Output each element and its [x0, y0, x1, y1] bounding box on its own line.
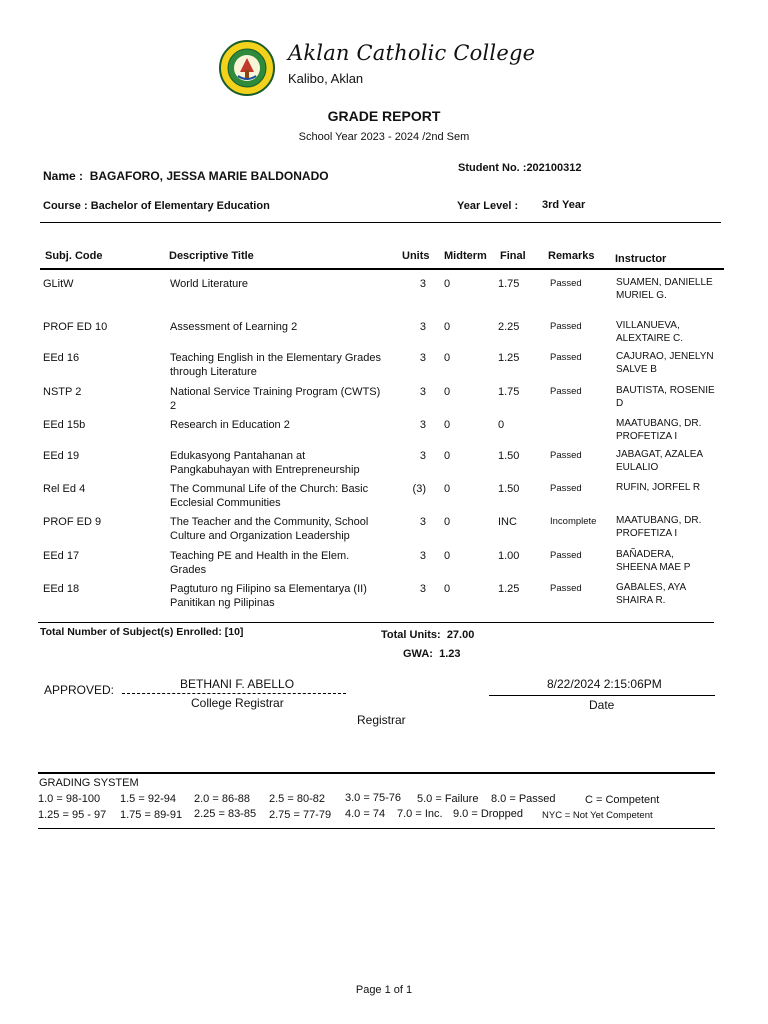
grading-top-rule [38, 772, 715, 774]
final: INC [498, 516, 517, 528]
header-underline [40, 268, 724, 270]
subjects-enrolled: Total Number of Subject(s) Enrolled: [10] [40, 626, 244, 638]
final: 1.00 [498, 550, 520, 562]
descriptive-title: World Literature [170, 278, 249, 290]
units: 3 [419, 352, 426, 364]
gwa [403, 648, 461, 660]
subj-code: GLitW [43, 278, 74, 290]
instructor: JABAGAT, AZALEA EULALIO [616, 449, 703, 473]
approved-label: APPROVED: [44, 683, 115, 697]
units: 3 [419, 583, 426, 595]
units: 3 [419, 386, 426, 398]
year-level-label: Year Level : [457, 200, 519, 212]
midterm: 0 [444, 278, 451, 290]
instructor: MAATUBANG, DR. PROFETIZA I [616, 515, 702, 539]
subj-code: EEd 15b [43, 419, 86, 431]
instructor: GABALES, AYA SHAIRA R. [616, 582, 686, 606]
course-row [43, 200, 270, 212]
grade-scale-item: C = Competent [585, 794, 660, 806]
subj-code: PROF ED 9 [43, 516, 102, 528]
header-final: Final [500, 250, 526, 262]
header-instructor: Instructor [615, 253, 667, 265]
grade-scale-item: 8.0 = Passed [491, 793, 556, 805]
subj-code: NSTP 2 [43, 386, 82, 398]
school-year: School Year 2023 - 2024 /2nd Sem [298, 131, 470, 143]
grade-scale-item: 1.25 = 95 - 97 [38, 809, 107, 821]
signature-line [122, 693, 346, 694]
grade-scale-item: 3.0 = 75-76 [345, 792, 401, 804]
instructor: BAUTISTA, ROSENIE D [616, 385, 715, 409]
header-descriptive-title: Descriptive Title [169, 250, 254, 262]
grade-scale-item: 2.75 = 77-79 [269, 809, 332, 821]
final: 1.25 [498, 352, 520, 364]
final: 1.25 [498, 583, 520, 595]
descriptive-title: Edukasyong Pantahanan at Pangkabuhayan with Entrepreneurship [170, 450, 360, 476]
date-line [489, 695, 715, 696]
student-no-row [458, 162, 582, 174]
units: 3 [419, 278, 426, 290]
gwa-value: 1.23 [439, 648, 461, 660]
print-datetime: 8/22/2024 2:15:06PM [547, 677, 662, 691]
report-title: GRADE REPORT [327, 108, 441, 124]
college-location: Kalibo, Aklan [288, 71, 364, 86]
final: 2.25 [498, 321, 520, 333]
final: 1.75 [498, 386, 520, 398]
instructor: RUFIN, JORFEL R [616, 482, 701, 493]
header-subj-code: Subj. Code [45, 250, 103, 262]
registrar-title: College Registrar [191, 696, 284, 710]
descriptive-title: The Communal Life of the Church: Basic Ecclesial Communities [170, 483, 369, 509]
remarks: Passed [550, 278, 582, 289]
divider [40, 222, 721, 223]
descriptive-title: Assessment of Learning 2 [170, 321, 298, 333]
units: 3 [419, 321, 426, 333]
student-no: 202100312 [526, 162, 582, 174]
descriptive-title: Research in Education 2 [170, 419, 290, 431]
units: 3 [419, 419, 426, 431]
descriptive-title: Teaching English in the Elementary Grades through Literature [170, 352, 381, 378]
grade-scale-item: 1.0 = 98-100 [38, 793, 101, 805]
grade-scale-item: 2.0 = 86-88 [194, 793, 250, 805]
instructor: SUAMEN, DANIELLE MURIEL G. [616, 277, 713, 301]
remarks: Incomplete [550, 516, 597, 527]
remarks: Passed [550, 352, 582, 363]
units: 3 [419, 516, 426, 528]
subj-code: Rel Ed 4 [43, 483, 86, 495]
final: 1.50 [498, 450, 520, 462]
name-label: Name : [43, 169, 84, 183]
midterm: 0 [444, 583, 451, 595]
midterm: 0 [444, 483, 451, 495]
final: 1.50 [498, 483, 520, 495]
registrar-sub: Registrar [357, 713, 406, 727]
table-bottom-rule [38, 622, 714, 623]
units: 3 [419, 550, 426, 562]
grade-scale-item: 2.25 = 83-85 [194, 808, 257, 820]
grade-scale-item: 1.75 = 89-91 [120, 809, 183, 821]
descriptive-title: The Teacher and the Community, School Culture and Organization Leadership [170, 516, 369, 542]
date-label: Date [589, 698, 615, 712]
descriptive-title: National Service Training Program (CWTS) 2 [170, 386, 381, 412]
grade-scale-item: 5.0 = Failure [417, 793, 479, 805]
instructor: VILLANUEVA, ALEXTAIRE C. [616, 320, 684, 344]
instructor: BAÑADERA, SHEENA MAE P [616, 549, 691, 573]
instructor: CAJURAO, JENELYN SALVE B [616, 351, 714, 375]
total-units-label: Total Units: [381, 629, 441, 641]
grade-scale-item: 7.0 = Inc. [397, 808, 443, 820]
final: 1.75 [498, 278, 520, 290]
student-no-label: Student No. : [458, 162, 527, 174]
grade-scale-item: 9.0 = Dropped [453, 808, 524, 820]
course-value: Bachelor of Elementary Education [90, 200, 270, 212]
subj-code: EEd 17 [43, 550, 80, 562]
grade-scale-item: 1.5 = 92-94 [120, 793, 176, 805]
total-units [381, 629, 474, 641]
subj-code: EEd 18 [43, 583, 80, 595]
midterm: 0 [444, 550, 451, 562]
subj-code: EEd 16 [43, 352, 80, 364]
grading-title: GRADING SYSTEM [39, 777, 139, 789]
instructor: MAATUBANG, DR. PROFETIZA I [616, 418, 702, 442]
page-number: Page 1 of 1 [355, 984, 413, 996]
remarks: Passed [550, 550, 582, 561]
total-units-value: 27.00 [446, 629, 475, 641]
subj-code: PROF ED 10 [43, 321, 108, 333]
midterm: 0 [444, 516, 451, 528]
midterm: 0 [444, 352, 451, 364]
final: 0 [498, 419, 505, 431]
remarks: Passed [550, 483, 582, 494]
year-level-value: 3rd Year [542, 199, 586, 211]
descriptive-title: Pagtuturo ng Filipino sa Elementarya (II) Panitikan ng Pilipinas [170, 583, 367, 609]
student-name-row [43, 169, 329, 183]
course-label: Course : [43, 200, 88, 212]
header-midterm: Midterm [444, 250, 487, 262]
grading-bottom-rule [38, 828, 715, 829]
remarks: Passed [550, 386, 582, 397]
midterm: 0 [444, 450, 451, 462]
gwa-label: GWA: [403, 648, 433, 660]
grade-scale-item: 4.0 = 74 [345, 808, 386, 820]
descriptive-title: Teaching PE and Health in the Elem. Grades [170, 550, 350, 576]
midterm: 0 [444, 419, 451, 431]
college-seal-logo [218, 40, 276, 96]
grade-scale-item: NYC = Not Yet Competent [542, 810, 653, 821]
midterm: 0 [444, 321, 451, 333]
registrar-name: BETHANI F. ABELLO [180, 677, 295, 691]
remarks: Passed [550, 583, 582, 594]
grade-scale-item: 2.5 = 80-82 [269, 793, 325, 805]
header-units: Units [402, 250, 430, 262]
units: (3) [412, 483, 426, 495]
remarks: Passed [550, 450, 582, 461]
header-remarks: Remarks [548, 250, 595, 262]
units: 3 [419, 450, 426, 462]
remarks: Passed [550, 321, 582, 332]
subj-code: EEd 19 [43, 450, 80, 462]
midterm: 0 [444, 386, 451, 398]
college-name: Aklan Catholic College [288, 41, 536, 65]
student-name: BAGAFORO, JESSA MARIE BALDONADO [89, 169, 329, 183]
